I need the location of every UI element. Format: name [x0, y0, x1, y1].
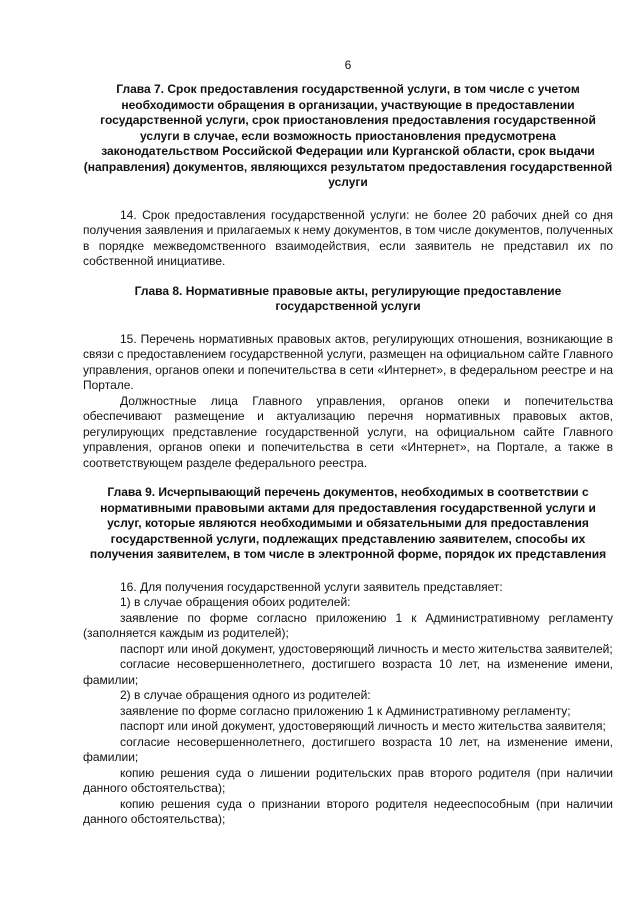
chapter-9-heading: Глава 9. Исчерпывающий перечень документов, необходимых в соответствии с нормативными правовыми актами для предоставления государственной услуги и услуг, которые являются необходимыми и обязательными для предоставления государственной услуги, подлежащих представлению заявителем, способы их получения заявителем, в том числе в электронной форме, порядок их представления — [89, 485, 607, 561]
list-item-passport-one: паспорт или иной документ, удостоверяющий личность и место жительства заявителя; — [120, 719, 606, 733]
list-item-consent-both: согласие несовершеннолетнего, достигшего возраста 10 лет, на изменение имени, фамилии; — [83, 657, 613, 687]
list-item-application-both: заявление по форме согласно приложению 1 к Административному регламенту (заполняется каждым из родителей); — [83, 610, 613, 640]
document-page — [83, 58, 613, 828]
paragraph-officials: Должностные лица Главного управления, органов опеки и попечительства обеспечивают размещение и актуализацию перечня нормативных правовых актов, регулирующих представление государственной услуги, на официальном сайте Главного управления, органов опеки и попечительства в сети «Интернет», на Портале, а также в соответствующем разделе федерального реестра. — [83, 393, 613, 470]
list-item-consent-one: согласие несовершеннолетнего, достигшего возраста 10 лет, на изменение имени, фамилии; — [83, 734, 613, 764]
chapter-8-section — [83, 284, 613, 472]
list-item-both-parents: 1) в случае обращения обоих родителей: — [120, 595, 351, 609]
chapter-7-heading: Глава 7. Срок предоставления государственной услуги, в том числе с учетом необходимости обращения в организации, участвующие в предоставлении государственной услуги, срок приостановления предоставления государственной услуги в случае, если возможность приостановления предусмотрена законодательством Российской Федерации или Курганской области, срок выдачи (направления) документов, являющихся результатом предоставления государственной услуги — [83, 82, 613, 189]
list-item-application-one: заявление по форме согласно приложению 1 к Административному регламенту; — [120, 703, 571, 718]
list-item-court-deprivation: копию решения суда о лишении родительских прав второго родителя (при наличии данного обстоятельства); — [83, 765, 613, 795]
chapter-8-heading: Глава 8. Нормативные правовые акты, регулирующие предоставление государственной услуги — [134, 283, 562, 313]
paragraph-14: 14. Срок предоставления государственной услуги: не более 20 рабочих дней со дня получения заявления и прилагаемых к нему документов, в том числе документов, полученных в порядке межведомственного взаимодействия, если заявитель не представил их по собственной инициативе. — [83, 207, 613, 268]
paragraph-15: 15. Перечень нормативных правовых актов, регулирующих отношения, возникающие в связи с предоставлением государственной услуги, размещен на официальном сайте Главного управления, органов опеки и попечительства в сети «Интернет», в федеральном реестре и на Портале. — [83, 331, 613, 392]
list-item-court-incapacity: копию решения суда о признании второго родителя недееспособным (при наличии данного обстоятельства); — [83, 796, 613, 826]
list-item-passport-both: паспорт или иной документ, удостоверяющий личность и место жительства заявителей; — [120, 641, 613, 656]
chapter-7-section — [83, 82, 613, 270]
list-item-one-parent: 2) в случае обращения одного из родителей: — [120, 688, 371, 702]
paragraph-16: 16. Для получения государственной услуги заявитель представляет: — [120, 579, 503, 594]
chapter-9-section — [83, 485, 613, 828]
page-number: 6 — [344, 58, 352, 72]
